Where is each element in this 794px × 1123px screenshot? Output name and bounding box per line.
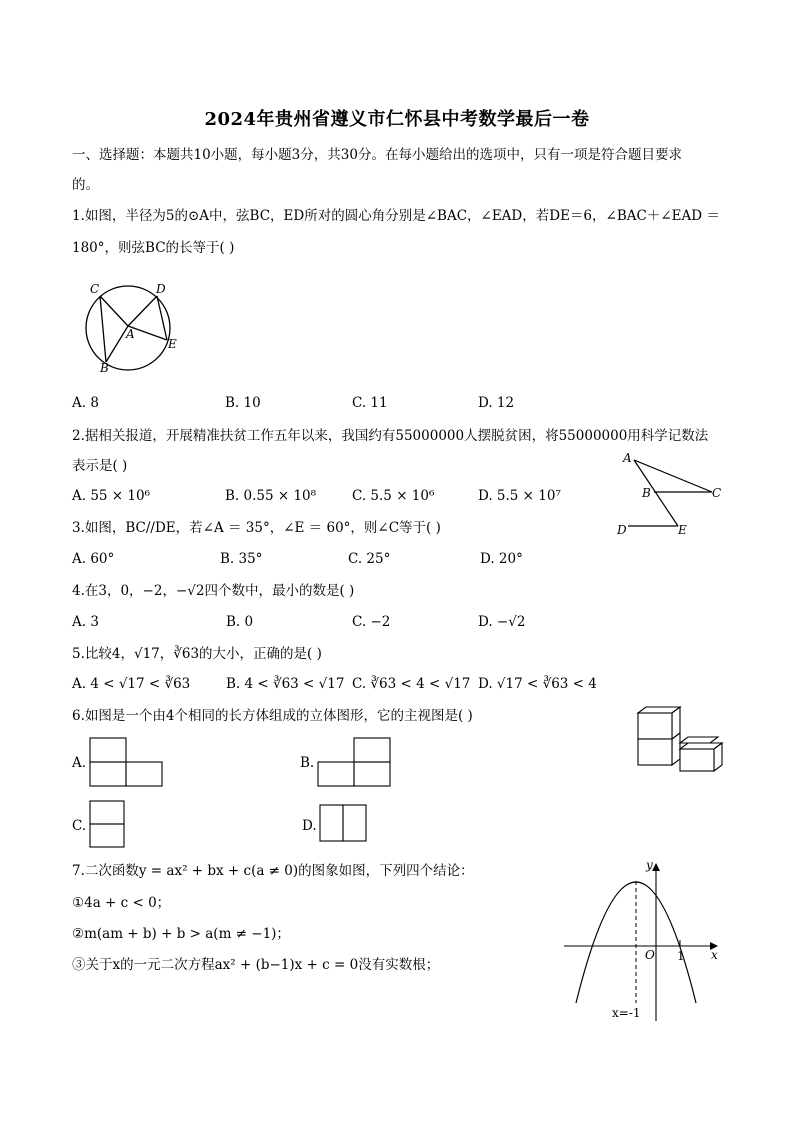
section-header-line1: 一、选择题：本题共10小题，每小题3分，共30分。在每小题给出的选项中，只有一项是符合题目要求	[72, 147, 682, 163]
q6-option-b-label: B.	[300, 755, 315, 771]
q3-label-c: C	[712, 486, 722, 500]
q1-label-c: C	[90, 282, 100, 296]
q7-label-axis-of-symmetry: x=-1	[612, 1006, 641, 1020]
q4-option-c: C. −2	[352, 614, 391, 630]
q1-option-c: C. 11	[352, 395, 388, 411]
q6-solid-figure	[634, 705, 724, 775]
q1-label-e: E	[168, 337, 177, 351]
section-header-line2: 的。	[72, 177, 99, 193]
q6-stem: 6.如图是一个由4个相同的长方体组成的立体图形，它的主视图是( )	[72, 708, 473, 724]
q5-stem: 5.比较4，√17，∛63的大小，正确的是( )	[72, 646, 322, 662]
q6-option-b-figure	[316, 736, 396, 788]
q6-option-d-label: D.	[302, 818, 317, 834]
q1-label-a: A	[126, 327, 135, 341]
q2-option-c: C. 5.5 × 10⁶	[352, 488, 435, 504]
q7-item-2: ②m(am + b) + b > a(m ≠ −1)；	[72, 926, 290, 942]
q7-stem: 7.二次函数y = ax² + bx + c(a ≠ 0)的图象如图，下列四个结论：	[72, 863, 474, 879]
q3-label-d: D	[617, 523, 627, 537]
q5-option-d: D. √17 < ∛63 < 4	[478, 676, 597, 692]
q7-label-one: 1	[677, 949, 685, 963]
q3-option-c: C. 25°	[348, 551, 391, 567]
q1-stem-line2: 180°，则弦BC的长等于( )	[72, 240, 235, 256]
q3-option-b: B. 35°	[220, 551, 263, 567]
q1-option-b: B. 10	[225, 395, 261, 411]
q2-stem-line1: 2.据相关报道，开展精准扶贫工作五年以来，我国约有55000000人摆脱贫困，将55000000用科学记数法	[72, 428, 709, 444]
q3-label-e: E	[678, 523, 687, 537]
q5-option-a: A. 4 < √17 < ∛63	[72, 676, 191, 692]
q1-label-d: D	[156, 282, 166, 296]
q7-label-origin: O	[645, 948, 655, 962]
q3-triangle-figure	[612, 448, 732, 540]
q3-option-a: A. 60°	[72, 551, 115, 567]
q6-option-a-figure	[88, 736, 168, 788]
q1-stem-line1: 1.如图，半径为5的⊙A中，弦BC，ED所对的圆心角分别是∠BAC，∠EAD，若DE＝6，∠BAC＋∠EAD ＝	[72, 208, 720, 224]
q4-option-a: A. 3	[72, 614, 99, 630]
q7-label-y: y	[646, 858, 653, 872]
q7-item-3: ③关于x的一元二次方程ax² + (b−1)x + c = 0没有实数根；	[72, 957, 440, 973]
q2-option-b: B. 0.55 × 10⁸	[225, 488, 317, 504]
q2-option-a: A. 55 × 10⁶	[72, 488, 150, 504]
q5-option-c: C. ∛63 < 4 < √17	[352, 676, 471, 692]
q6-option-a-label: A.	[72, 755, 87, 771]
paper-title: 2024年贵州省遵义市仁怀县中考数学最后一卷	[204, 109, 590, 130]
q7-label-x: x	[711, 948, 718, 962]
q6-option-c-label: C.	[72, 818, 87, 834]
q1-circle-figure	[82, 280, 192, 380]
q2-stem-line2: 表示是( )	[72, 458, 128, 474]
q1-label-b: B	[100, 361, 109, 375]
q1-option-d: D. 12	[478, 395, 515, 411]
q3-label-b: B	[642, 486, 651, 500]
q4-option-b: B. 0	[226, 614, 254, 630]
q5-option-b: B. 4 < ∛63 < √17	[226, 676, 345, 692]
q2-option-d: D. 5.5 × 10⁷	[478, 488, 561, 504]
q1-option-a: A. 8	[72, 395, 99, 411]
q4-stem: 4.在3，0，−2，−√2四个数中，最小的数是( )	[72, 583, 355, 599]
q7-item-1: ①4a + c < 0；	[72, 895, 171, 911]
q3-label-a: A	[623, 451, 632, 465]
q6-option-d-figure	[318, 803, 370, 845]
q3-option-d: D. 20°	[480, 551, 523, 567]
q3-stem: 3.如图，BC//DE，若∠A ＝ 35°，∠E ＝ 60°，则∠C等于( )	[72, 520, 441, 536]
q7-parabola-graph	[560, 855, 730, 1030]
q6-option-c-figure	[88, 799, 128, 851]
q4-option-d: D. −√2	[478, 614, 526, 630]
